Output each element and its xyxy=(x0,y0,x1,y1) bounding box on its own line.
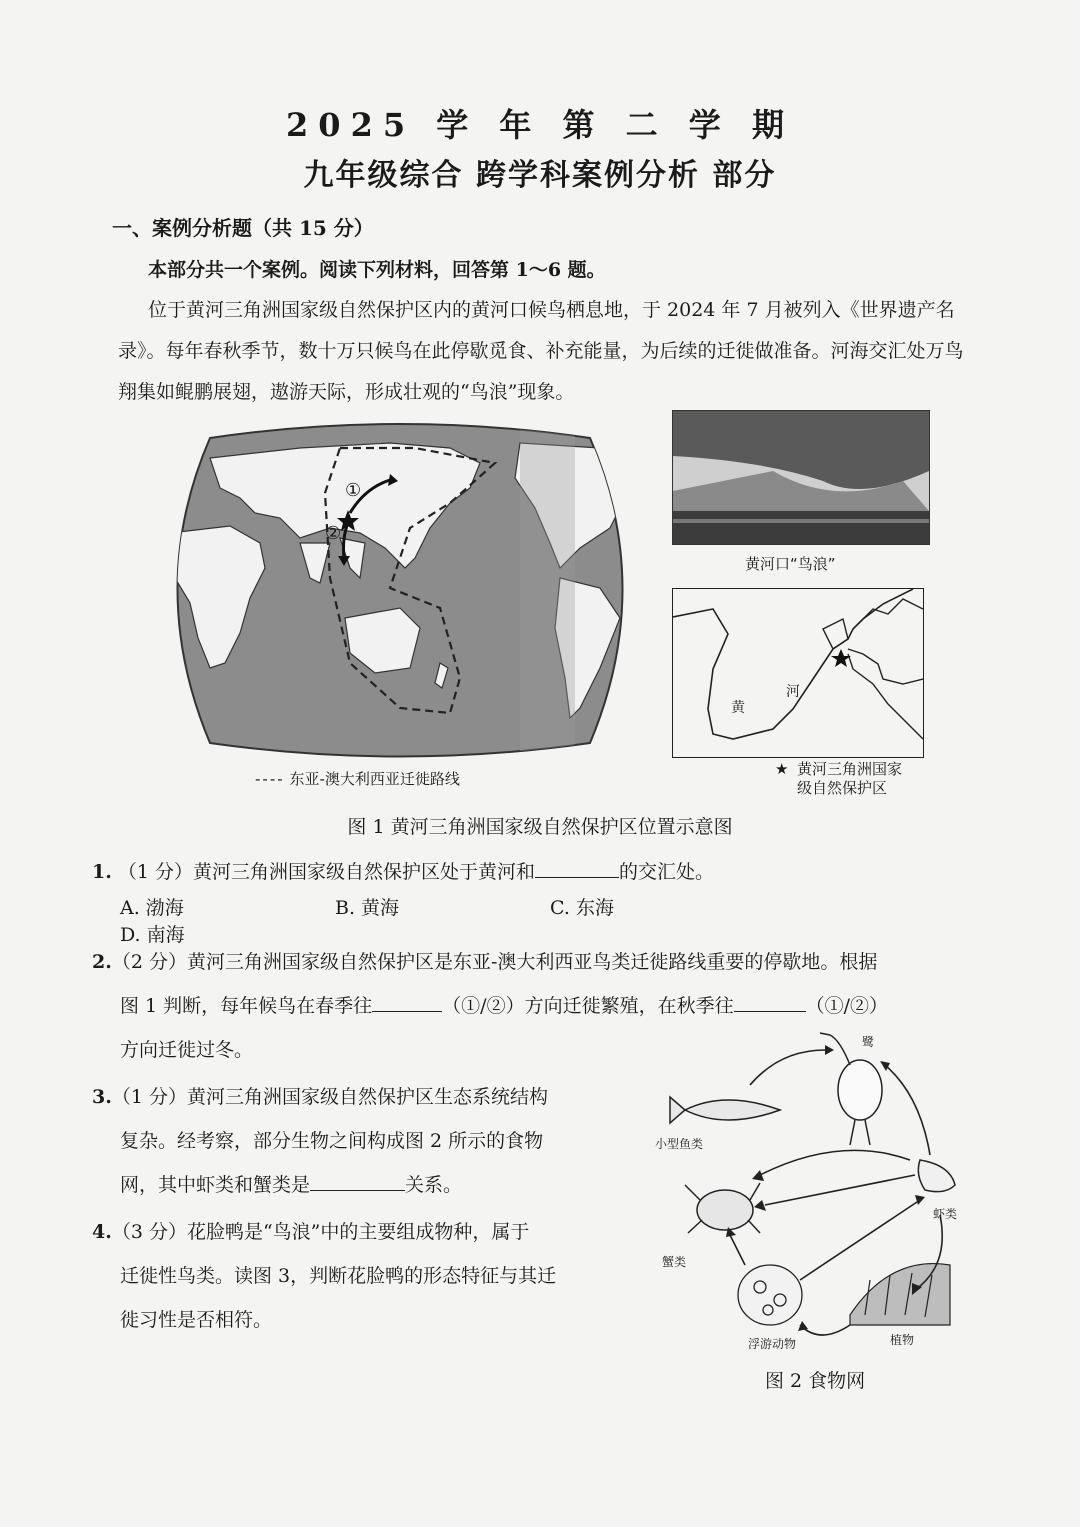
label-egret: 鹭 xyxy=(862,1035,875,1049)
q3-number: 3. xyxy=(92,1086,112,1108)
q2-line1: （2 分）黄河三角洲国家级自然保护区是东亚-澳大利西亚鸟类迁徙路线重要的停歇地。根据 xyxy=(111,951,878,973)
world-map xyxy=(150,418,650,763)
q2-number: 2. xyxy=(92,951,112,973)
q1-option-c[interactable]: C. 东海 xyxy=(550,897,614,919)
star-legend-line1: 黄河三角洲国家 xyxy=(797,760,903,778)
question-3 xyxy=(92,1075,632,1207)
q2-line2b: （①/②）方向迁徙繁殖，在秋季往 xyxy=(442,995,734,1017)
shrimp-icon xyxy=(918,1160,955,1192)
q3-blank[interactable] xyxy=(310,1168,405,1191)
q1-option-a[interactable]: A. 渤海 xyxy=(120,897,184,919)
label-fish: 小型鱼类 xyxy=(655,1137,704,1151)
inset-label-he: 河 xyxy=(786,684,800,700)
q4-line2: 迁徙性鸟类。读图 3，判断花脸鸭的形态特征与其迁 xyxy=(120,1265,557,1287)
q1-text-post: 的交汇处。 xyxy=(619,861,715,883)
passage-text: 位于黄河三角洲国家级自然保护区内的黄河口候鸟栖息地，于 2024 年 7 月被列入《世界遗产名录》。每年春秋季节，数十万只候鸟在此停歇觅食、补充能量，为后续的迁徙做准备。河海交汇处万鸟翔集如鲲鹏展翅，遨游天际，形成壮观的“鸟浪”现象。 xyxy=(118,299,964,403)
label-shrimp: 虾类 xyxy=(933,1207,958,1221)
question-1 xyxy=(92,850,992,894)
fish-icon xyxy=(670,1097,780,1123)
q3-line2: 复杂。经考察，部分生物之间构成图 2 所示的食物 xyxy=(120,1130,544,1152)
q2-line2a: 图 1 判断，每年候鸟在春季往 xyxy=(120,995,373,1017)
label-plankton: 浮游动物 xyxy=(748,1337,797,1351)
q3-line3a: 网，其中虾类和蟹类是 xyxy=(120,1174,311,1196)
food-web-diagram xyxy=(650,1025,980,1355)
q2-line3: 方向迁徙过冬。 xyxy=(120,1039,254,1061)
q4-line3: 徙习性是否相符。 xyxy=(120,1309,273,1331)
section-heading: 一、案例分析题（共 15 分） xyxy=(112,216,374,240)
figure1-caption: 图 1 黄河三角洲国家级自然保护区位置示意图 xyxy=(347,816,733,838)
inset-map xyxy=(672,588,924,758)
photo-caption: 黄河口“鸟浪” xyxy=(745,555,836,573)
question-4 xyxy=(92,1210,632,1342)
label-plant: 植物 xyxy=(890,1333,915,1347)
q2-blank-spring[interactable] xyxy=(372,989,442,1012)
q1-options xyxy=(120,893,920,947)
q2-blank-autumn[interactable] xyxy=(734,989,806,1012)
star-legend xyxy=(775,760,902,798)
q3-line1: （1 分）黄河三角洲国家级自然保护区生态系统结构 xyxy=(111,1086,548,1108)
q1-number: 1. xyxy=(92,861,112,883)
q4-line1: （3 分）花脸鸭是“鸟浪”中的主要组成物种，属于 xyxy=(111,1221,530,1243)
exam-title: 2025 学 年 第 二 学 期 xyxy=(286,106,794,144)
q3-line3b: 关系。 xyxy=(405,1174,463,1196)
exam-subtitle: 九年级综合 跨学科案例分析 部分 xyxy=(303,158,777,193)
star-legend-line2: 级自然保护区 xyxy=(797,779,888,797)
label-crab: 蟹类 xyxy=(662,1255,687,1269)
q1-text-pre: （1 分）黄河三角洲国家级自然保护区处于黄河和 xyxy=(117,861,536,883)
plant-icon xyxy=(850,1264,950,1325)
bird-wave-photo xyxy=(672,410,930,545)
q1-option-d[interactable]: D. 南海 xyxy=(120,924,185,946)
q1-option-b[interactable]: B. 黄海 xyxy=(335,897,400,919)
q1-blank[interactable] xyxy=(535,855,619,878)
map-legend-text: 东亚-澳大利西亚迁徙路线 xyxy=(289,770,460,788)
section-intro: 本部分共一个案例。阅读下列材料，回答第 1～6 题。 xyxy=(148,259,606,281)
route-marker-2: ② xyxy=(325,523,342,544)
q2-line2c: （①/②） xyxy=(805,995,888,1017)
route-marker-1: ① xyxy=(345,480,362,501)
crab-icon xyxy=(685,1183,760,1233)
star-icon: ★ xyxy=(775,760,789,778)
q4-number: 4. xyxy=(92,1221,112,1243)
inset-label-huang: 黄 xyxy=(731,700,745,716)
map-legend: ---- 东亚-澳大利西亚迁徙路线 xyxy=(255,770,460,788)
figure2-caption: 图 2 食物网 xyxy=(765,1370,866,1392)
plankton-icon xyxy=(738,1265,802,1325)
